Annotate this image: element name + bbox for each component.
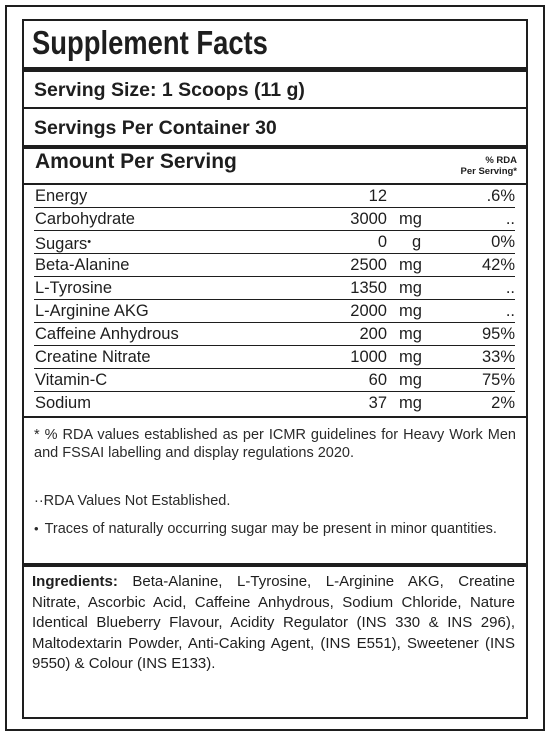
nutrient-amount: 3000	[350, 210, 387, 228]
nutrient-row	[34, 300, 515, 323]
nutrient-unit: mg	[399, 302, 422, 320]
nutrient-rda: 0%	[491, 233, 515, 251]
nutrient-row	[34, 185, 515, 208]
nutrient-row	[34, 254, 515, 277]
servings-per-container: Servings Per Container 30	[34, 117, 277, 139]
nutrient-rda: 75%	[481, 371, 515, 389]
nutrient-table	[34, 185, 515, 415]
nutrient-unit: mg	[399, 371, 422, 389]
nutrient-amount: 200	[359, 325, 387, 343]
nutrient-unit: mg	[399, 210, 422, 228]
ingredients-label: Ingredients:	[32, 573, 118, 590]
amount-per-serving-heading: Amount Per Serving	[35, 150, 237, 173]
nutrient-amount: 2000	[350, 302, 387, 320]
nutrient-amount: 2500	[350, 256, 387, 274]
not-established-footnote	[34, 492, 516, 510]
divider-thick	[23, 67, 527, 72]
nutrient-row	[34, 231, 515, 254]
nutrient-name-text: Beta-Alanine	[35, 256, 130, 274]
divider-thick	[23, 145, 527, 149]
rda-footnote: * % RDA values established as per ICMR guidelines for Heavy Work Men and FSSAI labelling and display regulations 2020.	[34, 427, 516, 461]
rda-column-heading	[427, 155, 517, 177]
nutrient-amount: 1000	[350, 348, 387, 366]
not-established-text: RDA Values Not Established.	[43, 493, 231, 509]
nutrient-row	[34, 277, 515, 300]
nutrient-name	[35, 185, 87, 208]
nutrient-row	[34, 323, 515, 346]
nutrient-name-text: Sugars	[35, 235, 88, 253]
nutrient-name-text: Vitamin-C	[35, 371, 108, 389]
nutrient-name	[35, 277, 112, 300]
nutrient-name-text: Caffeine Anhydrous	[35, 325, 179, 343]
nutrient-unit: mg	[399, 256, 422, 274]
nutrient-amount: 12	[368, 187, 387, 205]
ingredients-statement	[32, 572, 515, 675]
nutrient-unit: g	[412, 233, 422, 251]
sugar-footnote	[34, 520, 516, 538]
not-established-mark: ··	[34, 493, 44, 509]
nutrient-unit: mg	[399, 325, 422, 343]
nutrient-row	[34, 346, 515, 369]
nutrient-name	[35, 231, 91, 256]
nutrient-name	[35, 346, 151, 369]
nutrient-name-text: L-Tyrosine	[35, 279, 113, 297]
divider-thick	[23, 563, 527, 567]
nutrient-amount: 1350	[350, 279, 387, 297]
sugar-mark-icon: •	[87, 236, 92, 248]
nutrient-unit: mg	[399, 279, 422, 297]
nutrient-row	[34, 208, 515, 231]
nutrient-rda: ..	[505, 302, 515, 320]
nutrient-amount: 60	[368, 371, 387, 389]
nutrient-rda: 2%	[491, 394, 515, 412]
serving-size: Serving Size: 1 Scoops (11 g)	[34, 79, 305, 101]
nutrient-unit: mg	[399, 348, 422, 366]
label-title: Supplement Facts	[32, 24, 268, 61]
bullet-icon: •	[34, 521, 39, 536]
nutrient-amount: 37	[368, 394, 387, 412]
divider	[23, 107, 527, 109]
nutrient-name	[35, 369, 107, 392]
nutrient-amount: 0	[377, 233, 387, 251]
nutrient-name	[35, 300, 149, 323]
nutrient-rda: 42%	[481, 256, 515, 274]
nutrient-name-text: Energy	[35, 187, 88, 205]
nutrient-name	[35, 254, 129, 277]
nutrient-name-text: Sodium	[35, 394, 91, 412]
ingredients-text: Beta-Alanine, L-Tyrosine, L-Arginine AKG, Creatine Nitrate, Ascorbic Acid, Caffeine Anhydrous, Sodium Chloride, Nature Identical Blueberry Flavour, Acidity Regulator (INS 330 & INS 296), Maltodextarin Powder, Anti-Caking Agent, (INS E551), Sweetener (INS 9550) & Colour (INS E133).	[32, 573, 515, 672]
nutrient-name-text: Creatine Nitrate	[35, 348, 151, 366]
rda-heading-line2: Per Serving*	[460, 166, 517, 177]
divider	[23, 416, 527, 418]
rda-heading-line1: % RDA	[485, 155, 517, 166]
nutrient-name	[35, 208, 135, 231]
nutrient-rda: ..	[505, 210, 515, 228]
nutrient-name-text: Carbohydrate	[35, 210, 135, 228]
nutrient-name	[35, 323, 179, 346]
nutrient-rda: 33%	[481, 348, 515, 366]
nutrient-name	[35, 392, 91, 415]
sugar-footnote-text: Traces of naturally occurring sugar may be present in minor quantities.	[44, 521, 497, 537]
nutrient-rda: ..	[505, 279, 515, 297]
nutrient-row	[34, 392, 515, 415]
nutrient-rda: .6%	[486, 187, 515, 205]
nutrient-row	[34, 369, 515, 392]
nutrient-name-text: L-Arginine AKG	[35, 302, 149, 320]
nutrient-rda: 95%	[481, 325, 515, 343]
nutrient-unit: mg	[399, 394, 422, 412]
